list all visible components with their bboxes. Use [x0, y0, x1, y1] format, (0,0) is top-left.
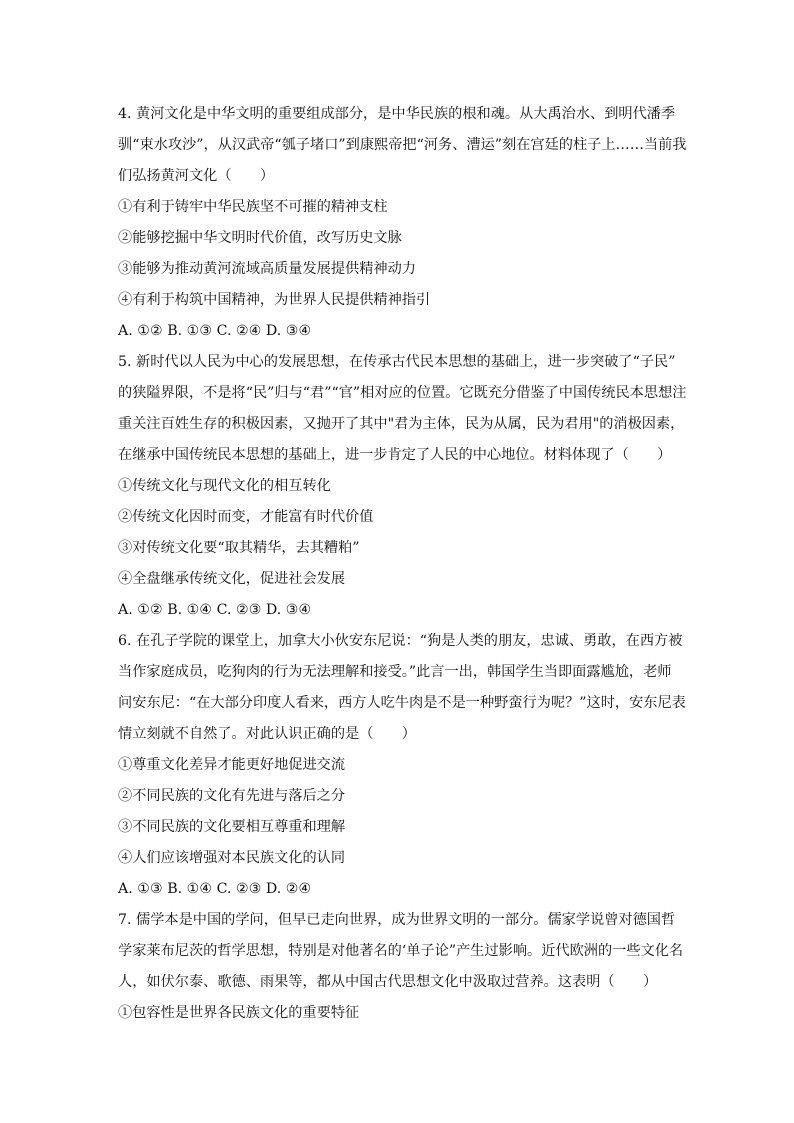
- statement-item: ①尊重文化差异才能更好地促进交流: [118, 757, 346, 773]
- question-7: [118, 905, 684, 1029]
- document-page: [118, 99, 687, 1029]
- question-stem-line: 5. 新时代以人民为中心的发展思想，在传承古代民本思想的基础上，进一步突破了“子民”: [118, 354, 676, 370]
- question-stem-line: 驯“束水攻沙”，从汉武帝“瓠子堵口”到康熙帝把“河务、漕运”刻在宫廷的柱子上……当前我: [118, 137, 687, 153]
- statement-item: ④全盘继承传统文化，促进社会发展: [118, 571, 346, 587]
- question-4: [118, 99, 687, 347]
- statement-item: ④有利于构筑中国精神，为世界人民提供精神指引: [118, 292, 431, 308]
- statement-item: ①传统文化与现代文化的相互转化: [118, 478, 331, 494]
- question-stem-line: 当作家庭成员，吃狗肉的行为无法理解和接受。”此言一出，韩国学生当即面露尴尬，老师: [118, 664, 672, 680]
- question-6: [118, 626, 686, 905]
- statement-item: ④人们应该增强对本民族文化的认同: [118, 850, 346, 866]
- statement-item: ②不同民族的文化有先进与落后之分: [118, 788, 346, 804]
- question-stem-line: 情立刻就不自然了。对此认识正确的是（ ）: [118, 726, 416, 742]
- question-stem-line: 的狭隘界限，不是将“民”归与“君”“官”相对应的位置。它既充分借鉴了中国传统民本思想注: [118, 385, 687, 401]
- statement-item: ①包容性是世界各民族文化的重要特征: [118, 1005, 360, 1021]
- statement-item: ②传统文化因时而变，才能富有时代价值: [118, 509, 374, 525]
- statement-item: ①有利于铸牢中华民族坚不可摧的精神支柱: [118, 199, 388, 215]
- question-stem-line: 重关注百姓生存的积极因素，又抛开了其中"君为主体，民为从属，民为君用"的消极因素，: [118, 416, 685, 432]
- statement-item: ③对传统文化要“取其精华，去其糟粕”: [118, 540, 360, 556]
- answer-options: A. ①② B. ①④ C. ②③ D. ③④: [118, 602, 312, 618]
- statement-item: ②能够挖掘中华文明时代价值，改写历史文脉: [118, 230, 402, 246]
- answer-options: A. ①③ B. ①④ C. ②③ D. ②④: [118, 881, 312, 897]
- question-stem-line: 学家莱布尼茨的哲学思想，特别是对他著名的‘单子论”产生过影响。近代欧洲的一些文化名: [118, 943, 684, 959]
- statement-item: ③不同民族的文化要相互尊重和理解: [118, 819, 346, 835]
- question-stem-line: 4. 黄河文化是中华文明的重要组成部分，是中华民族的根和魂。从大禹治水、到明代潘季: [118, 106, 676, 122]
- question-stem-line: 7. 儒学本是中国的学问，但早已走向世界，成为世界文明的一部分。儒家学说曾对德国哲: [118, 912, 676, 928]
- question-stem-line: 问安东尼：“在大部分印度人看来，西方人吃牛肉是不是一种野蛮行为呢？”这时，安东尼表: [118, 695, 686, 711]
- question-stem-line: 6. 在孔子学院的课堂上，加拿大小伙安东尼说：“狗是人类的朋友，忠诚、勇敢，在西方被: [118, 633, 683, 649]
- question-5: [118, 347, 687, 626]
- question-stem-line: 在继承中国传统民本思想的基础上，进一步肯定了人民的中心地位。材料体现了（ ）: [118, 447, 672, 463]
- statement-item: ③能够为推动黄河流域高质量发展提供精神动力: [118, 261, 416, 277]
- answer-options: A. ①② B. ①③ C. ②④ D. ③④: [118, 323, 312, 339]
- question-stem-line: 们弘扬黄河文化（ ）: [118, 168, 275, 184]
- question-stem-line: 人，如伏尔泰、歌德、雨果等，都从中国古代思想文化中汲取过营养。这表明（ ）: [118, 974, 658, 990]
